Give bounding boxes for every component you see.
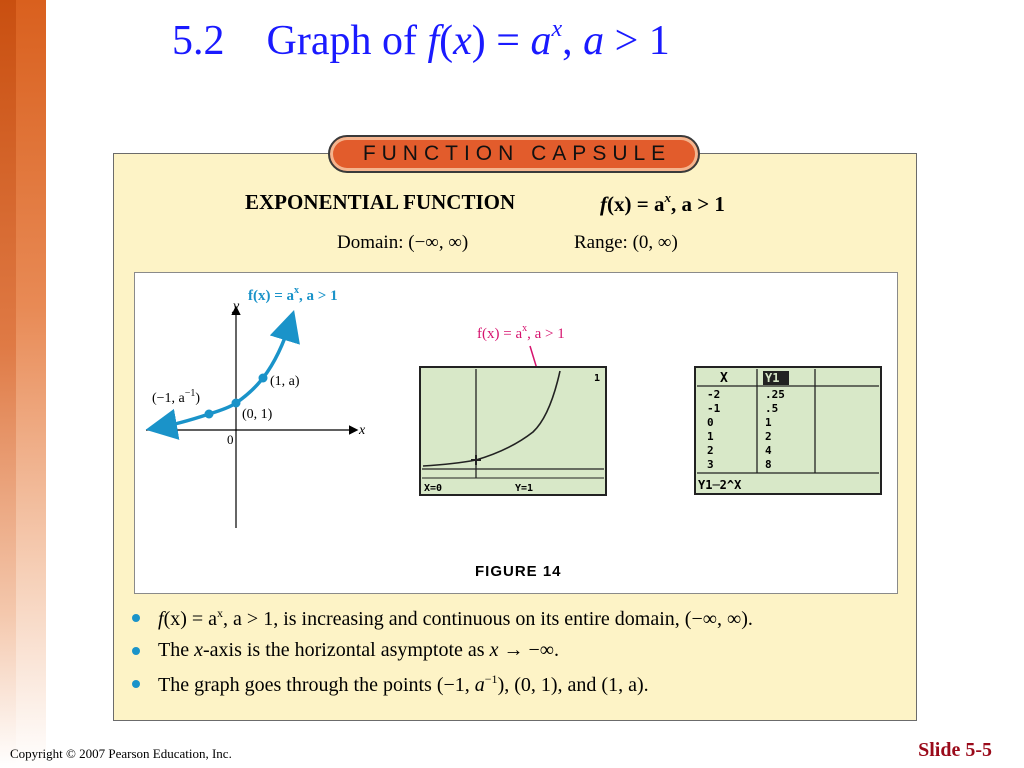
definition-exp: x: [664, 190, 671, 205]
point-right-label: (1, a): [270, 374, 300, 389]
title-a2: a: [583, 18, 605, 64]
bullet-dot: [132, 680, 140, 688]
table-header-y: Y1: [765, 371, 780, 385]
bullet2-x2: x: [489, 639, 499, 661]
definition-f: f: [600, 192, 607, 216]
calc-cursor-x: X=0: [424, 483, 443, 494]
point-right: [259, 374, 268, 383]
bullet1-a: (x) = a: [163, 608, 218, 630]
bullet-dot: [132, 647, 140, 655]
calc-cursor-y: Y=1: [515, 483, 534, 494]
origin-label: 0: [227, 432, 234, 447]
title-number: 5.2: [172, 18, 225, 64]
table-footer-expression: Y1─2^X: [698, 478, 742, 492]
table-y-cell: 1: [765, 416, 772, 429]
title-paren-close: ) =: [471, 18, 531, 64]
point-left-label: [152, 388, 200, 406]
title-exponent: x: [551, 16, 563, 42]
table-x-cell: 0: [707, 416, 714, 429]
table-y-cell: 8: [765, 458, 772, 471]
bullet3-exp: −1: [484, 672, 498, 686]
bullet-item-increasing: [130, 606, 910, 639]
calc-corner-indicator: 1: [594, 373, 601, 384]
calc-annotation-rest: , a > 1: [527, 326, 565, 342]
graph-label: [248, 285, 338, 304]
bullet3-end: ), (0, 1), and (1, a).: [497, 674, 649, 696]
y-axis-label: y: [233, 299, 240, 314]
exponential-curve: [209, 320, 291, 414]
table-x-cell: -1: [707, 402, 721, 415]
point-left-close: ): [195, 391, 201, 406]
curve-left-tail: [156, 414, 209, 428]
point-left: [205, 410, 214, 419]
bullet3-start: The graph goes through the points (−1,: [158, 674, 475, 696]
bullet2-end: → −∞.: [498, 639, 560, 661]
definition-formula: [600, 190, 725, 217]
side-decoration-inner: [0, 0, 16, 768]
domain-text: Domain: (−∞, ∞): [337, 232, 469, 253]
graph-label-rest: , a > 1: [299, 288, 338, 304]
point-intercept-label: (0, 1): [242, 407, 273, 422]
table-y-cell: .25: [765, 388, 785, 401]
title-a: a: [530, 18, 552, 64]
range-text: Range: (0, ∞): [574, 232, 678, 253]
copyright-notice: Copyright © 2007 Pearson Education, Inc.: [10, 746, 232, 761]
bullet3-a: a: [474, 674, 485, 696]
slide-title: [172, 16, 670, 65]
bullet1-f: f: [158, 608, 164, 630]
exponential-graph: [134, 272, 384, 542]
calculator-table-screen: [693, 365, 885, 497]
calculator-graph-screen: [415, 318, 615, 498]
bullet2-x: x: [194, 639, 203, 661]
bullet-item-points: [130, 672, 910, 705]
bullet-dot: [132, 614, 140, 622]
calc-annotation-main: f(x) = a: [477, 326, 523, 342]
bullet-list: [130, 606, 910, 705]
graph-label-exp: x: [294, 285, 300, 296]
bullet2-start: The: [158, 639, 195, 661]
bullet2-mid: -axis is the horizontal asymptote as: [202, 639, 490, 661]
calc-screen-frame: [420, 367, 606, 495]
title-f: f: [427, 18, 440, 64]
title-x: x: [453, 18, 472, 64]
point-intercept: [232, 399, 241, 408]
table-x-cell: -2: [707, 388, 721, 401]
definition-label: EXPONENTIAL FUNCTION: [245, 190, 516, 214]
point-left-main: (−1, a: [152, 391, 185, 406]
table-x-cell: 3: [707, 458, 714, 471]
table-x-cell: 2: [707, 444, 714, 457]
calc-annotation: [477, 323, 565, 342]
definition-right: , a > 1: [670, 192, 725, 216]
side-decoration-bar: [0, 0, 46, 768]
bullet1-rest: , a > 1, is increasing and continuous on its entire domain, (−∞, ∞).: [223, 608, 753, 630]
calc-annotation-exp: x: [522, 323, 528, 334]
title-comma: ,: [562, 18, 584, 64]
table-x-cell: 1: [707, 430, 714, 443]
table-y-cell: .5: [765, 402, 779, 415]
point-left-exp: −1: [184, 388, 196, 399]
table-y-cell: 2: [765, 430, 772, 443]
figure-caption: FIGURE 14: [475, 563, 562, 580]
definition-line: [245, 190, 725, 216]
table-y-cell: 4: [765, 444, 772, 457]
function-capsule-header: FUNCTION CAPSULE: [328, 135, 700, 173]
bullet-item-asymptote: [130, 639, 910, 672]
x-axis-label: x: [359, 423, 366, 438]
definition-mid: (x) = a: [607, 192, 665, 216]
bullet1-exp: x: [217, 606, 224, 620]
title-paren-open: (: [439, 18, 454, 64]
title-text: Graph of: [266, 18, 428, 64]
title-rest: > 1: [604, 18, 670, 64]
graph-label-main: f(x) = a: [248, 288, 295, 304]
table-header-x: X: [720, 371, 728, 386]
slide-number: Slide 5-5: [918, 739, 992, 761]
